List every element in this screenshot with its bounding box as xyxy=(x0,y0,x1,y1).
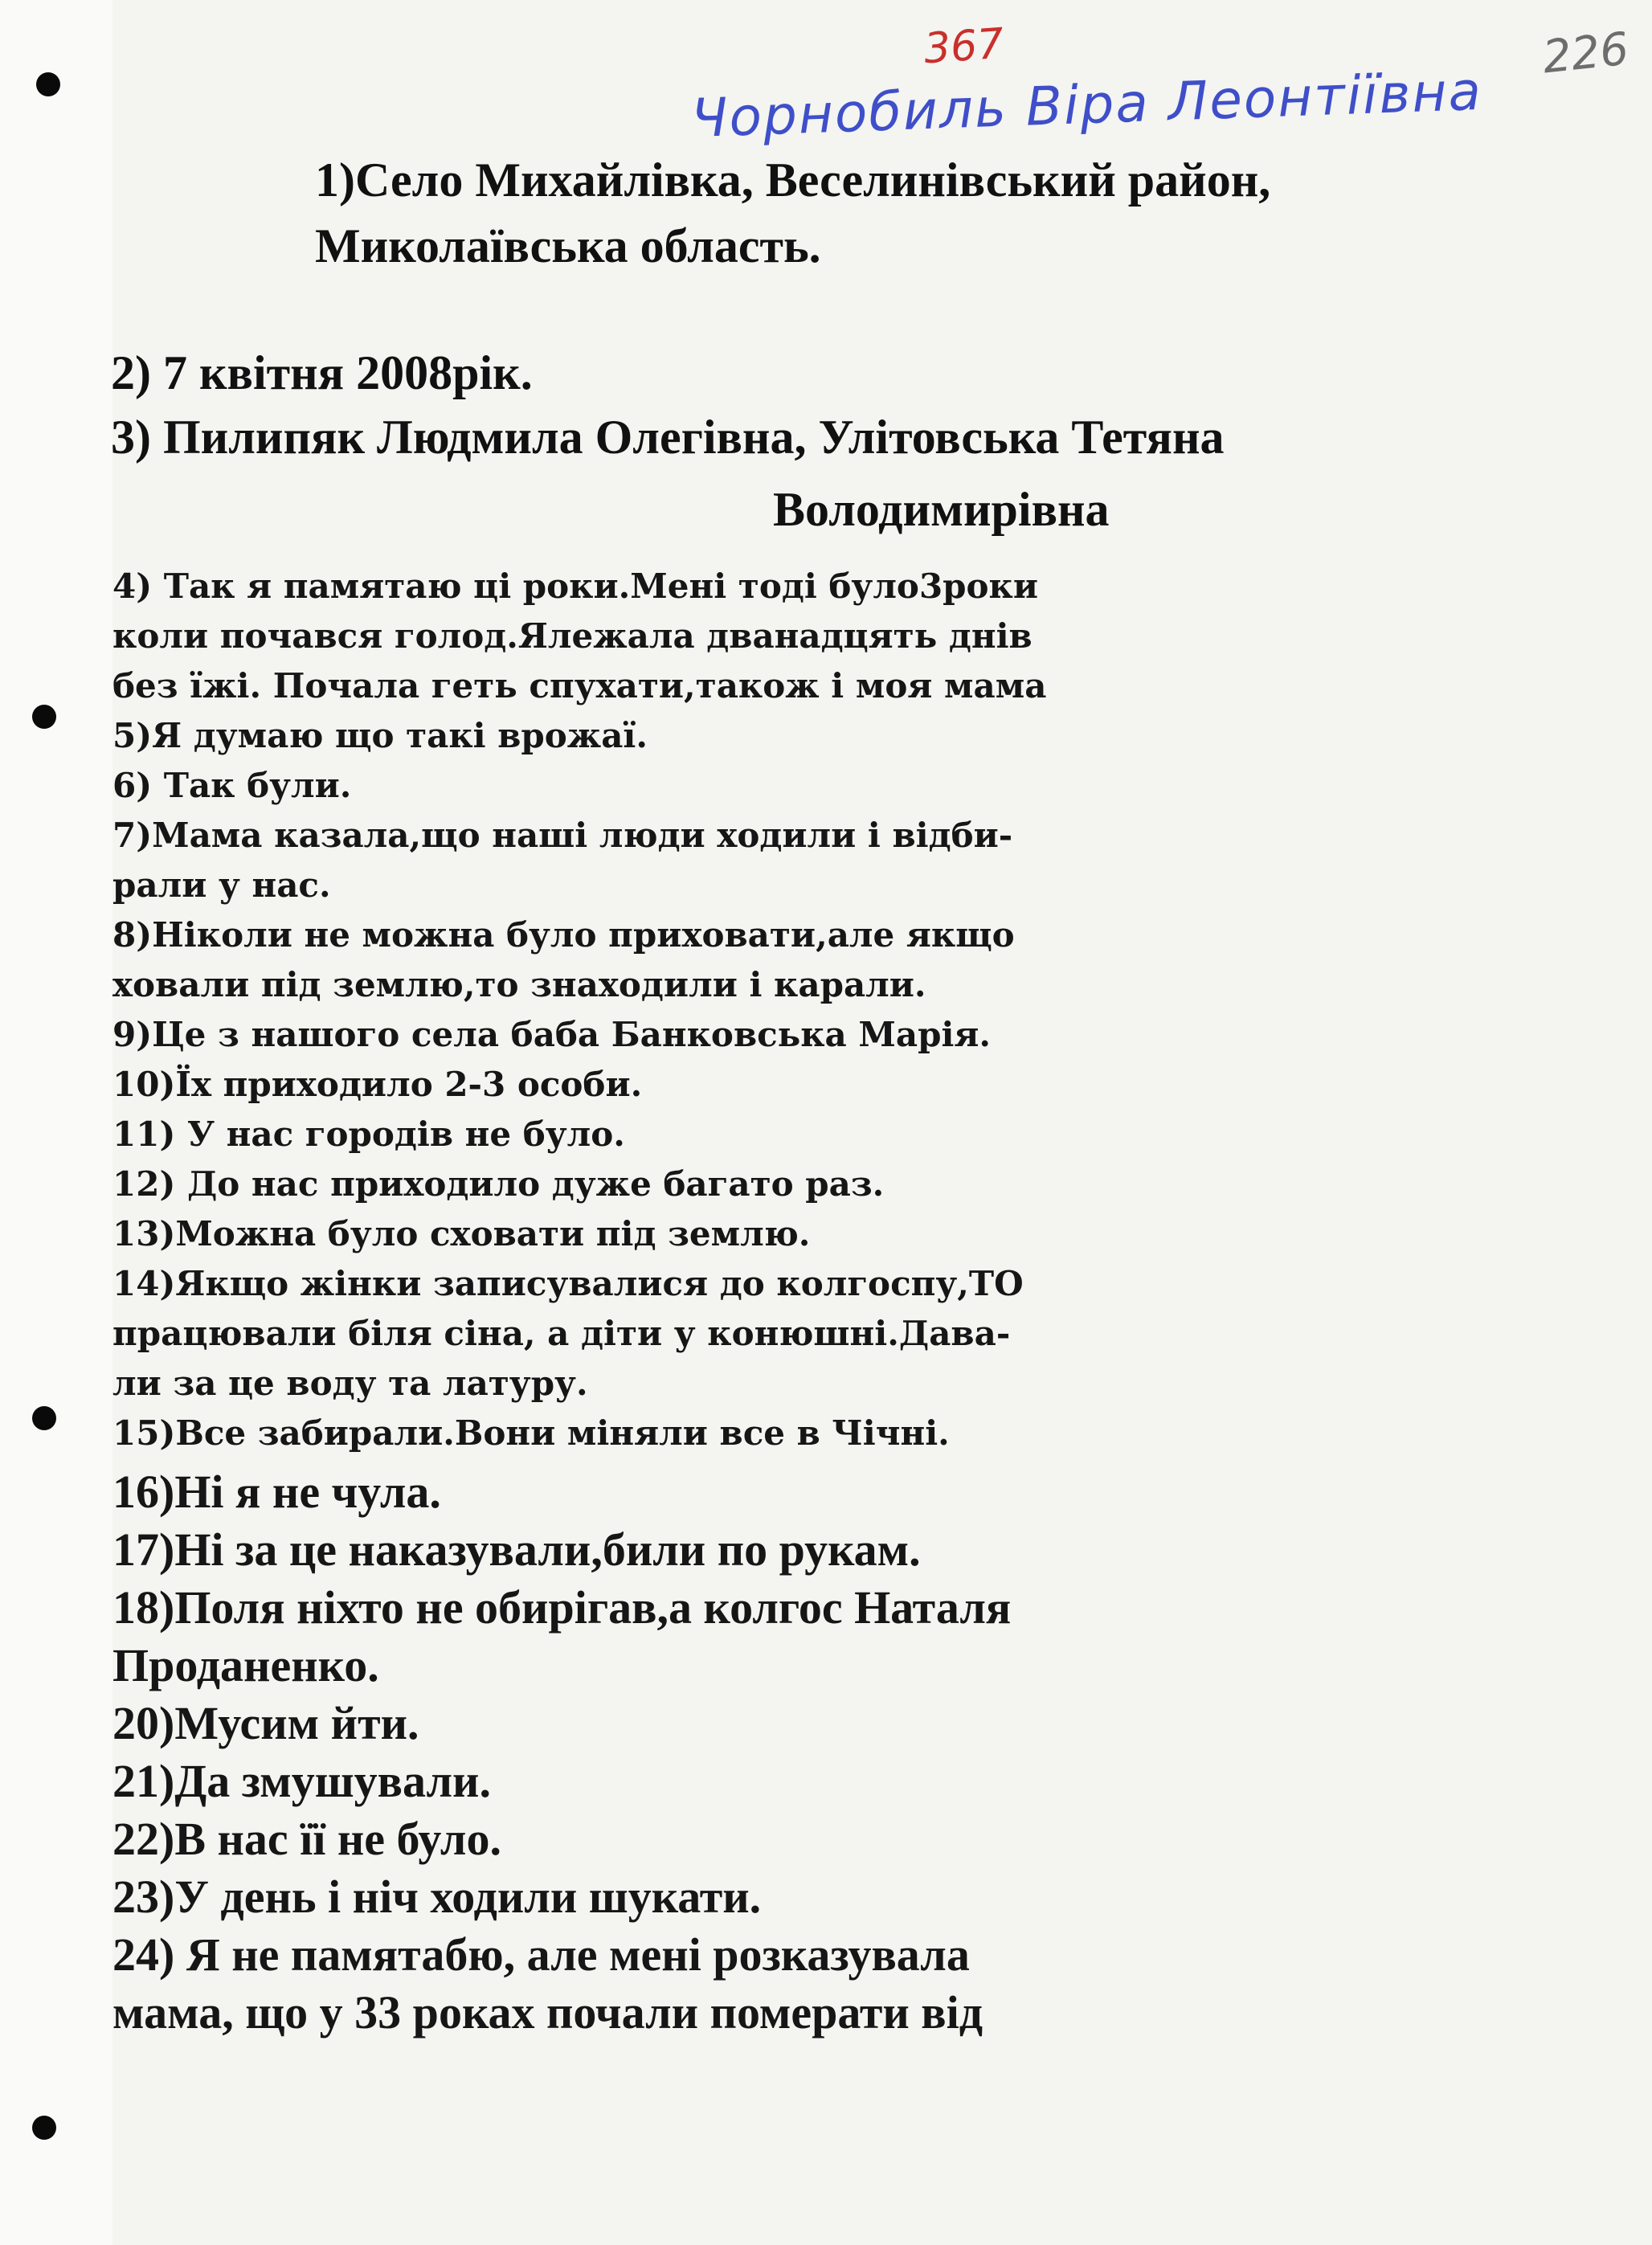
answer-line: 6) Так були. xyxy=(112,766,352,805)
answer-line: без їжі. Почала геть спухати,також і моя мама xyxy=(112,666,1047,705)
answer-line: 22)В нас її не було. xyxy=(112,1813,501,1865)
punch-hole xyxy=(32,1406,56,1430)
location-line-2: Миколаївська область. xyxy=(315,219,821,272)
answer-line: 11) У нас городів не було. xyxy=(112,1114,625,1154)
answer-line: 5)Я думаю що такі врожаї. xyxy=(112,716,648,755)
answer-line: 15)Все забирали.Вони міняли все в Чічні. xyxy=(112,1413,950,1453)
answer-line: мама, що у 33 роках почали померати від xyxy=(112,1986,983,2038)
answer-line: 9)Це з нашого села баба Банковська Марія. xyxy=(112,1015,992,1054)
answer-line: 7)Мама казала,що наші люди ходили і відби- xyxy=(112,816,1013,855)
answer-line: Проданенко. xyxy=(112,1639,379,1691)
handwritten-red-number: 367 xyxy=(922,19,1006,74)
answer-line: 17)Ні за це наказували,били по рукам. xyxy=(112,1523,921,1576)
answer-line: 14)Якщо жінки записувалися до колгоспу,ТО xyxy=(112,1264,1024,1303)
page-left-margin xyxy=(0,0,112,2245)
answer-line: 13)Можна було сховати під землю. xyxy=(112,1214,811,1253)
date-line: 2) 7 квітня 2008рік. xyxy=(111,346,533,399)
answer-line: рали у нас. xyxy=(112,865,331,905)
answer-line: 4) Так я памятаю ці роки.Мені тоді було3роки xyxy=(112,566,1039,606)
interviewers-line-2: Володимирівна xyxy=(773,483,1110,536)
answer-line: 16)Ні я не чула. xyxy=(112,1466,441,1518)
location-line-1: 1)Село Михайлівка, Веселинівський район, xyxy=(315,153,1271,207)
answer-line: 21)Да змушували. xyxy=(112,1755,491,1807)
answer-line: ли за це воду та латуру. xyxy=(112,1364,588,1403)
answer-line: працювали біля сіна, а діти у конюшні.Дава- xyxy=(112,1314,1011,1353)
answer-line: коли почався голод.Ялежала дванадцять днів xyxy=(112,616,1032,656)
answer-line: 10)Їх приходило 2-3 особи. xyxy=(112,1065,643,1104)
answer-line: 18)Поля ніхто не обирігав,а колгос Наталя xyxy=(112,1581,1012,1634)
punch-hole xyxy=(32,705,56,729)
punch-hole xyxy=(36,72,60,96)
handwritten-respondent-name: Чорнобиль Віра Леонтіївна xyxy=(689,59,1484,150)
answer-line: 12) До нас приходило дуже багато раз. xyxy=(112,1164,885,1204)
interviewers-line-1: 3) Пилипяк Людмила Олегівна, Улітовська Тетяна xyxy=(111,411,1225,464)
answer-line: 20)Мусим йти. xyxy=(112,1697,419,1749)
answer-line: 24) Я не памятабю, але мені розказувала xyxy=(112,1928,970,1981)
handwritten-page-number: 226 xyxy=(1540,22,1631,84)
answer-line: 23)У день і ніч ходили шукати. xyxy=(112,1871,762,1923)
answer-line: ховали під землю,то знаходили і карали. xyxy=(112,965,926,1004)
punch-hole xyxy=(32,2116,56,2140)
answer-line: 8)Ніколи не можна було приховати,але якщо xyxy=(112,915,1015,955)
